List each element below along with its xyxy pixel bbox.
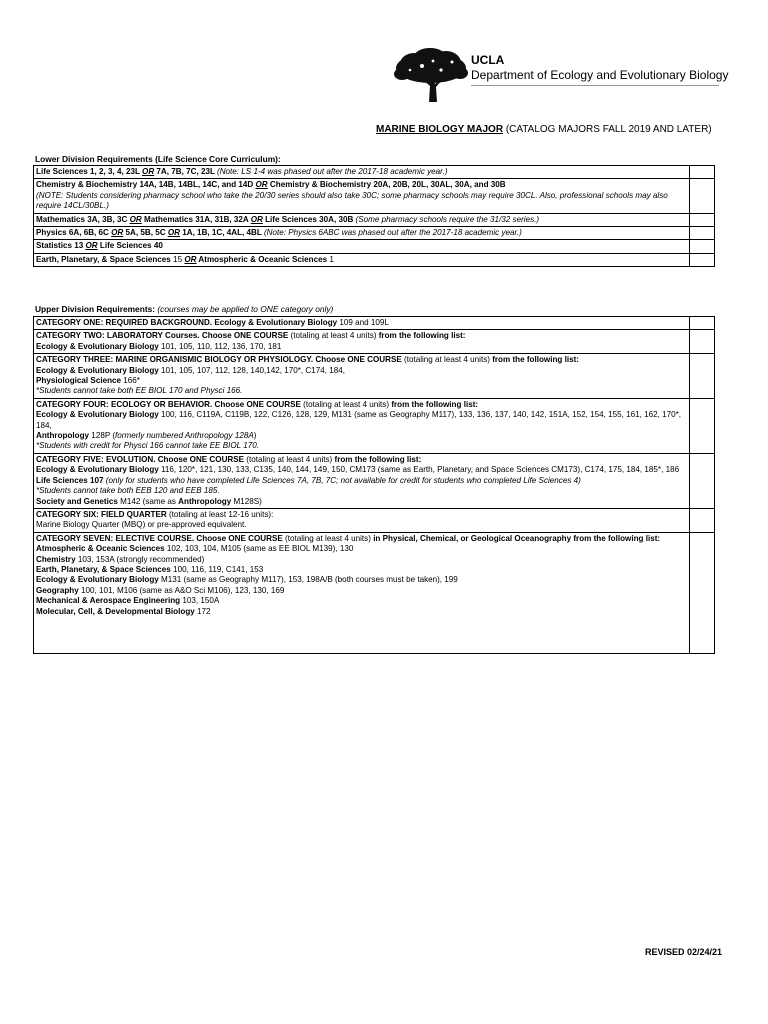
checkbox-cell[interactable] [690, 179, 715, 213]
category-one-cell: CATEGORY ONE: REQUIRED BACKGROUND. Ecology & Evolutionary Biology 109 and 109L [34, 317, 690, 330]
catalog-note: (CATALOG MAJORS FALL 2019 AND LATER) [505, 124, 712, 135]
table-row [34, 354, 715, 399]
oak-tree-icon [394, 48, 468, 102]
requirement-cell: Physics 6A, 6B, 6C OR 5A, 5B, 5C OR 1A, 1B, 1C, 4AL, 4BL (Note: Physics 6ABC was phased out after the 2017-18 academic year.) [34, 227, 690, 240]
category-six-cell: CATEGORY SIX: FIELD QUARTER (totaling at least 12-16 units): Marine Biology Quarter (MBQ) or pre-approved equivalent. [34, 508, 690, 532]
document-title [376, 124, 712, 135]
category-five-cell: CATEGORY FIVE: EVOLUTION. Choose ONE COURSE (totaling at least 4 units) from the following list: Ecology & Evolutionary Biology 116, 120*, 121, 130, 133, C135, 140, 144, 149, 150, CM173 (same as Earth, Planetary, and Space Sciences CM173), C174, 175, 184, 185*, 186 Life Sciences 107 (only for students who have completed Life Sciences 7A, 7B, 7C; not available for credit for students who completed Life Sciences 4) *Students cannot take both EEB 120 and EEB 185. Society and Genetics M142 (same as Anthropology M128S) [34, 453, 690, 508]
department-name: Department of Ecology and Evolutionary Biology [471, 68, 729, 82]
table-row [34, 398, 715, 453]
lower-division-table [33, 165, 715, 267]
requirement-cell: Mathematics 3A, 3B, 3C OR Mathematics 31A, 31B, 32A OR Life Sciences 30A, 30B (Some pharmacy schools require the 31/32 series.) [34, 213, 690, 226]
table-row [34, 508, 715, 532]
table-row [34, 179, 715, 213]
upper-division-heading: Upper Division Requirements: (courses may be applied to ONE category only) [35, 304, 334, 314]
checkbox-cell[interactable] [690, 213, 715, 226]
upper-division-table [33, 316, 715, 654]
checkbox-cell[interactable] [690, 317, 715, 330]
university-name: UCLA [471, 53, 505, 67]
requirement-cell: Earth, Planetary, & Space Sciences 15 OR Atmospheric & Oceanic Sciences 1 [34, 253, 690, 266]
checkbox-cell[interactable] [690, 253, 715, 266]
table-row [34, 213, 715, 226]
table-row [34, 317, 715, 330]
category-two-cell: CATEGORY TWO: LABORATORY Courses. Choose ONE COURSE (totaling at least 4 units) from the following list: Ecology & Evolutionary Biology 101, 105, 110, 112, 136, 170, 181 [34, 330, 690, 354]
requirement-cell: Life Sciences 1, 2, 3, 4, 23L OR 7A, 7B, 7C, 23L (Note: LS 1-4 was phased out after the 2017-18 academic year.) [34, 166, 690, 179]
checkbox-cell[interactable] [690, 508, 715, 532]
table-row [34, 227, 715, 240]
checkbox-cell[interactable] [690, 398, 715, 453]
table-row [34, 330, 715, 354]
category-seven-cell: CATEGORY SEVEN: ELECTIVE COURSE. Choose ONE COURSE (totaling at least 4 units) in Physical, Chemical, or Geological Oceanography from the following list: Atmospheric & Oceanic Sciences 102, 103, 104, M105 (same as EE BIOL M139), 130 Chemistry 103, 153A (strongly recommended) Earth, Planetary, & Space Sciences 100, 116, 119, C141, 153 Ecology & Evolutionary Biology M131 (same as Geography M117), 153, 198A/B (both courses must be taken), 199 Geography 100, 101, M106 (same as A&O Sci M106), 123, 130, 169 Mechanical & Aerospace Engineering 103, 150A Molecular, Cell, & Developmental Biology 172 [34, 532, 690, 653]
table-row [34, 453, 715, 508]
table-row [34, 166, 715, 179]
checkbox-cell[interactable] [690, 240, 715, 253]
table-row [34, 253, 715, 266]
requirement-cell: Statistics 13 OR Life Sciences 40 [34, 240, 690, 253]
major-title: MARINE BIOLOGY MAJOR [376, 124, 504, 135]
revised-date: REVISED 02/24/21 [644, 947, 722, 957]
checkbox-cell[interactable] [690, 532, 715, 653]
header-rule [471, 85, 719, 86]
table-row [34, 240, 715, 253]
requirement-cell: Chemistry & Biochemistry 14A, 14B, 14BL, 14C, and 14D OR Chemistry & Biochemistry 20A, 20B, 20L, 30AL, 30A, and 30B (NOTE: Students considering pharmacy school who take the 20/30 series should also take 30C; some pharmacy schools may require 30CL. Also, professional schools may also require 14CL/30BL.) [34, 179, 690, 213]
category-four-cell: CATEGORY FOUR: ECOLOGY OR BEHAVIOR. Choose ONE COURSE (totaling at least 4 units) from the following list: Ecology & Evolutionary Biology 100, 116, C119A, C119B, 122, C126, 128, 129, M131 (same as Geography M117), 133, 136, 137, 140, 142, 151A, 152, 154, 155, 161, 162, 170*, 184, Anthropology 128P (formerly numbered Anthropology 128A) *Students with credit for Physci 166 cannot take EE BIOL 170. [34, 398, 690, 453]
category-three-cell: CATEGORY THREE: MARINE ORGANISMIC BIOLOGY OR PHYSIOLOGY. Choose ONE COURSE (totaling at least 4 units) from the following list: Ecology & Evolutionary Biology 101, 105, 107, 112, 128, 140,142, 170*, C174, 184, Physiological Science 166* *Students cannot take both EE BIOL 170 and Physci 166. [34, 354, 690, 399]
checkbox-cell[interactable] [690, 227, 715, 240]
checkbox-cell[interactable] [690, 330, 715, 354]
checkbox-cell[interactable] [690, 166, 715, 179]
checkbox-cell[interactable] [690, 453, 715, 508]
lower-division-heading: Lower Division Requirements (Life Science Core Curriculum): [35, 154, 281, 164]
table-row [34, 532, 715, 653]
checkbox-cell[interactable] [690, 354, 715, 399]
